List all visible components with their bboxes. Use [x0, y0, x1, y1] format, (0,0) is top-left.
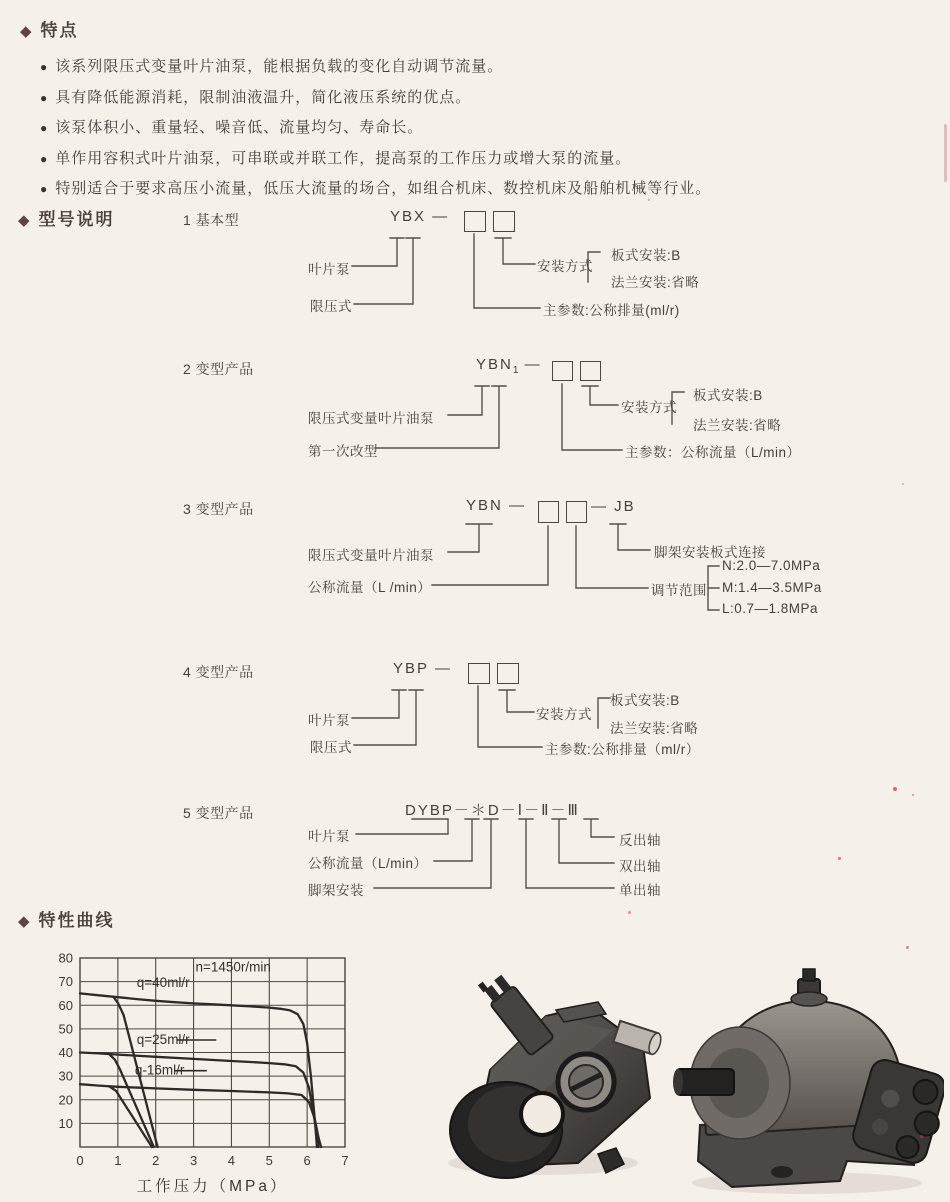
- scan-speckle: [893, 787, 897, 791]
- feature-item: ● 具有降低能源消耗，限制油液温升，简化液压系统的优点。: [40, 88, 472, 106]
- model3-digit-box-2: [566, 501, 587, 523]
- features-heading: [20, 16, 79, 41]
- models-heading: [18, 205, 115, 230]
- characteristic-curve-chart: [30, 935, 395, 1202]
- x-tick-label: 3: [189, 1153, 198, 1168]
- model1-mount-opt2: 法兰安装:省略: [611, 275, 700, 290]
- model2-mount-label: 安装方式: [621, 400, 677, 415]
- y-tick-label: 10: [58, 1115, 73, 1131]
- bullet-icon: ●: [40, 60, 49, 74]
- scan-speckle: [902, 483, 904, 485]
- curve-label: q-16ml/r: [134, 1062, 185, 1078]
- model1-index: 1 基本型: [183, 212, 240, 228]
- x-axis-title: 工作压力（MPa）: [136, 1178, 289, 1195]
- curve-label: q=25ml/r: [136, 1031, 190, 1047]
- model5-flow-label: 公称流量（L/min）: [308, 856, 428, 871]
- model3-pump-label: 限压式变量叶片油泵: [308, 548, 434, 563]
- model3-digit-box-1: [538, 501, 559, 523]
- y-tick-label: 70: [58, 974, 73, 990]
- model1-digit-box-2: [493, 211, 515, 232]
- x-tick-label: 6: [303, 1153, 311, 1168]
- model2-pump-label: 限压式变量叶片油泵: [308, 411, 434, 426]
- y-tick-label: 60: [58, 997, 73, 1013]
- feature-item: ● 特别适合于要求高压小流量，低压大流量的场合，如组合机床、数控机床及船舶机械等行业。: [40, 180, 712, 197]
- y-tick-label: 40: [58, 1045, 73, 1060]
- model4-code: YBP —: [393, 660, 452, 677]
- model2-mount-opt1: 板式安装:B: [693, 388, 763, 403]
- model4-mount-label: 安装方式: [536, 707, 592, 722]
- model2-digit-box-2: [580, 361, 601, 381]
- foot-mounted-pump-photo: [672, 965, 944, 1197]
- model4-digit-box-1: [468, 663, 490, 684]
- model2-index: 2 变型产品: [183, 361, 254, 377]
- scan-speckle: [648, 199, 650, 201]
- features-title: 特点: [40, 21, 79, 40]
- model1-mount-label: 安装方式: [537, 259, 593, 274]
- feature-item: ● 该泵体积小、重量轻、噪音低、流量均匀、寿命长。: [40, 119, 424, 136]
- model3-range-l: L:0.7—1.8MPa: [722, 601, 819, 616]
- bullet-icon: ●: [40, 90, 49, 105]
- bullet-icon: ●: [40, 121, 49, 135]
- model5-vane-label: 叶片泵: [308, 829, 350, 844]
- y-tick-label: 20: [58, 1092, 73, 1108]
- model1-param-label: 主参数:公称排量(ml/r): [543, 303, 680, 318]
- feature-item: ● 该系列限压式变量叶片油泵，能根据负载的变化自动调节流量。: [40, 58, 504, 75]
- model3-index: 3 变型产品: [183, 501, 254, 517]
- model1-code: YBX —: [390, 208, 450, 225]
- model4-mount-opt2: 法兰安装:省略: [610, 721, 699, 736]
- y-tick-label: 80: [58, 950, 73, 966]
- model1-mount-opt1: 板式安装:B: [611, 248, 681, 263]
- model5-foot-label: 脚架安装: [308, 883, 364, 898]
- speed-annotation: n=1450r/min: [195, 959, 271, 975]
- model3-code: YBN —: [466, 497, 527, 514]
- scan-speckle: [628, 911, 631, 914]
- model3-suffix: — JB: [591, 498, 636, 515]
- curve-label: q=40ml/r: [136, 974, 190, 990]
- scan-speckle: [838, 857, 841, 860]
- model3-flow-label: 公称流量（L /min）: [308, 580, 432, 595]
- curves-title: 特性曲线: [38, 911, 115, 930]
- model3-range-label: 调节范围: [651, 583, 707, 598]
- x-tick-label: 1: [114, 1153, 122, 1168]
- x-tick-label: 5: [265, 1153, 273, 1168]
- bullet-icon: ●: [40, 151, 49, 166]
- features-list: [40, 52, 920, 205]
- model5-shaft-reverse-label: 反出轴: [619, 833, 661, 848]
- model2-code: $YBN_1$ —: [476, 356, 542, 376]
- scan-speckle: [906, 946, 909, 949]
- model1-digit-box-1: [464, 211, 486, 232]
- y-tick-label: 30: [58, 1068, 73, 1084]
- scan-speckle: [912, 794, 914, 796]
- x-tick-label: 7: [341, 1153, 349, 1168]
- x-tick-label: 0: [76, 1153, 84, 1168]
- model4-digit-box-2: [497, 663, 519, 684]
- model5-index: 5 变型产品: [183, 805, 254, 821]
- flange-mounted-pump-photo: [428, 958, 668, 1183]
- x-tick-label: 4: [227, 1153, 236, 1168]
- model4-limit-label: 限压式: [310, 740, 352, 755]
- model4-param-label: 主参数:公称排量（ml/r）: [545, 742, 700, 757]
- model4-mount-opt1: 板式安装:B: [610, 693, 680, 708]
- bullet-icon: ●: [40, 182, 49, 196]
- model4-vane-label: 叶片泵: [308, 713, 350, 728]
- model3-range-n: N:2.0—7.0MPa: [722, 558, 821, 573]
- models-title: 型号说明: [38, 210, 115, 229]
- diamond-icon: ◆: [18, 913, 30, 930]
- scan-speckle: [920, 1135, 923, 1138]
- model2-mount-opt2: 法兰安装:省略: [693, 418, 782, 433]
- model5-shaft-double-label: 双出轴: [619, 859, 661, 874]
- feature-item: ● 单作用容积式叶片油泵，可串联或并联工作，提高泵的工作压力或增大泵的流量。: [40, 149, 632, 167]
- curve-q=16ml/r 高压调定: [80, 1084, 321, 1147]
- diamond-icon: ◆: [20, 23, 32, 40]
- curves-heading: [18, 906, 115, 931]
- model2-param-label: 主参数：公称流量（L/min）: [625, 445, 801, 460]
- model5-shaft-single-label: 单出轴: [619, 883, 661, 898]
- y-tick-label: 50: [58, 1021, 73, 1037]
- model3-range-m: M:1.4—3.5MPa: [722, 580, 822, 595]
- x-tick-label: 2: [152, 1153, 160, 1168]
- model5-code: DYBP－＊D－Ⅰ－Ⅱ－Ⅲ: [405, 802, 580, 819]
- model2-digit-box-1: [552, 361, 573, 381]
- scan-streak: [944, 124, 947, 182]
- model4-index: 4 变型产品: [183, 664, 254, 680]
- model3-foot-label: 脚架安装板式连接: [654, 545, 766, 560]
- diamond-icon: ◆: [18, 212, 30, 229]
- model2-mod-label: 第一次改型: [308, 444, 378, 459]
- model1-limit-label: 限压式: [310, 299, 352, 314]
- model1-vane-label: 叶片泵: [308, 262, 350, 277]
